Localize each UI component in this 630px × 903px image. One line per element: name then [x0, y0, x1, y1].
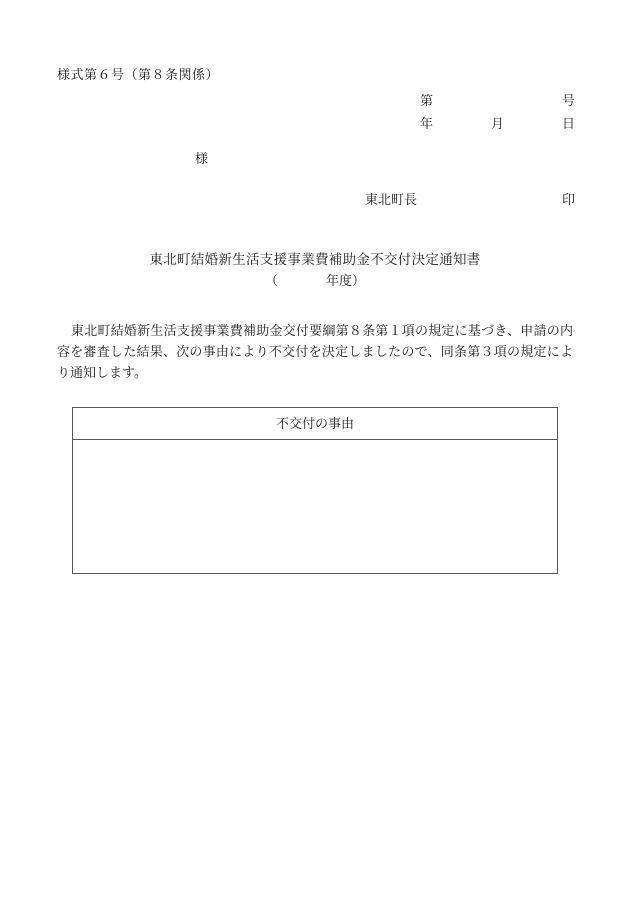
document-number-unit: 号 [561, 93, 575, 108]
seal-mark: 印 [561, 192, 575, 207]
date-day-label: 日 [561, 116, 575, 131]
fiscal-year-open-paren: （ [264, 273, 278, 288]
fiscal-year-line [0, 270, 630, 289]
body-paragraph: 東北町結婚新生活支援事業費補助金交付要綱第８条第１項の規定に基づき、申請の内容を審査した結果、次の事由により不交付を決定しましたので、同条第３項の規定により通知します。 [57, 323, 573, 381]
reason-table-content [73, 440, 557, 573]
date-year-label: 年 [420, 116, 434, 131]
document-date-line [420, 113, 575, 132]
document-number-line [420, 90, 575, 109]
fiscal-year-label: 年度） [326, 273, 366, 288]
form-number: 様式第６号（第８条関係） [57, 67, 220, 82]
reason-table-header: 不交付の事由 [73, 408, 557, 440]
reason-table [72, 407, 558, 574]
issuer-name: 東北町長 [365, 192, 418, 207]
document-title: 東北町結婚新生活支援事業費補助金不交付決定通知書 [149, 252, 481, 267]
document-number-label: 第 [420, 93, 434, 108]
addressee-suffix: 様 [195, 151, 209, 166]
date-month-label: 月 [490, 116, 504, 131]
issuer-row [365, 189, 575, 208]
